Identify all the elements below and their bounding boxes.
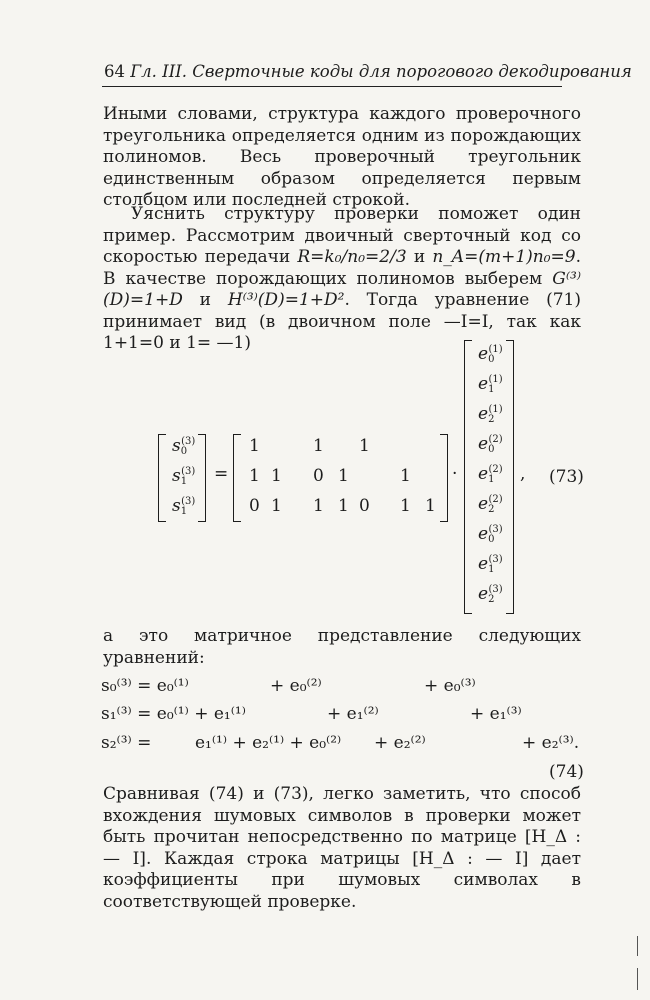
system-row-1-col-1: + e₁⁽²⁾	[327, 704, 379, 724]
matrix-cell: 1	[425, 496, 436, 516]
vector-entry: $e_2^{(1)}$	[478, 404, 503, 425]
matrix-cell: 1	[359, 436, 370, 456]
matrix-cell: 1	[313, 436, 324, 456]
paragraph-4	[103, 784, 581, 913]
p2-part2: . В качестве порождающих полиномов выберем	[103, 247, 582, 289]
running-title: Гл. III. Сверточные коды для порогового декодирования	[130, 62, 632, 81]
comma: ,	[520, 464, 526, 484]
p2-g: G⁽³⁾(D)=1+D	[103, 268, 581, 310]
vector-entry: $e_1^{(2)}$	[478, 464, 503, 485]
vector-left-bracket	[464, 340, 472, 614]
p2-mid: и	[406, 247, 433, 267]
paragraph-4-text: Сравнивая (74) и (73), легко заметить, что способ вхождения шумовых символов в проверки может быть прочитан непосредственно по матрице [H_Δ : — I]. Каждая строка матрицы [H_Δ : — I] дает коэффициенты при шумовых символах в соответствующей проверке.	[103, 784, 581, 912]
p2-part3: . Тогда уравнение (71) принимает вид (в двоичном поле —I=I, так как 1+1=0 и 1= —1)	[103, 290, 581, 353]
multiply-dot: ·	[452, 464, 458, 484]
vector-entry: $e_2^{(2)}$	[478, 494, 503, 515]
matrix-cell: 0	[249, 496, 260, 516]
matrix-right-bracket	[440, 434, 448, 522]
matrix-cell: 1	[400, 466, 411, 486]
matrix-cell: 1	[400, 496, 411, 516]
paragraph-3-text: а это матричное представление следующих уравнений:	[103, 626, 581, 668]
matrix-cell: 0	[359, 496, 370, 516]
vector-entry: $e_2^{(3)}$	[478, 584, 503, 605]
lhs-left-bracket	[158, 434, 166, 522]
vector-right-bracket	[506, 340, 514, 614]
matrix-left-bracket	[233, 434, 241, 522]
vector-entry: $e_0^{(2)}$	[478, 434, 503, 455]
vector-entry: $e_0^{(3)}$	[478, 524, 503, 545]
matrix-cell: 1	[249, 436, 260, 456]
system-row-0-col-1: + e₀⁽²⁾	[270, 676, 322, 696]
vector-entry: $e_0^{(1)}$	[478, 344, 503, 365]
vector-entry: $e_1^{(3)}$	[478, 554, 503, 575]
p2-and: и	[182, 290, 228, 310]
equation-73-number: (73)	[549, 467, 584, 487]
lhs-s1: $s_1^{(3)}$	[172, 466, 196, 487]
matrix-cell: 1	[249, 466, 260, 486]
system-row-0-col-0: s₀⁽³⁾ = e₀⁽¹⁾	[101, 676, 189, 696]
equals-sign: =	[214, 464, 229, 484]
p2-part1: Уяснить структуру проверки поможет один пример. Рассмотрим двоичный сверточный код со скоростью передачи	[103, 204, 581, 267]
scan-mark	[637, 968, 638, 990]
matrix-cell: 0	[313, 466, 324, 486]
paragraph-3	[103, 626, 581, 669]
scan-mark	[637, 936, 638, 956]
system-row-1-col-0: s₁⁽³⁾ = e₀⁽¹⁾ + e₁⁽¹⁾	[101, 704, 246, 724]
p2-h: H⁽³⁾(D)=1+D²	[227, 290, 345, 310]
system-row-0-col-2: + e₀⁽³⁾	[424, 676, 476, 696]
vector-entry: $e_1^{(1)}$	[478, 374, 503, 395]
matrix-cell: 1	[271, 496, 282, 516]
matrix-cell: 1	[338, 496, 349, 516]
p2-rate: R=k₀/n₀=2/3	[297, 247, 407, 267]
system-row-2-col-1: e₁⁽¹⁾ + e₂⁽¹⁾ + e₀⁽²⁾	[195, 733, 342, 753]
system-row-2-col-2: + e₂⁽²⁾	[374, 733, 426, 753]
matrix-cell: 1	[313, 496, 324, 516]
system-row-2-col-3: + e₂⁽³⁾.	[522, 733, 580, 753]
paragraph-1-text: Иными словами, структура каждого проверочного треугольника определяется одним из порождающих полиномов. Весь проверочный треугольник единственным образом определяется первым столбцом или последней строкой.	[103, 104, 581, 210]
matrix-cell: 1	[271, 466, 282, 486]
page-number: 64	[104, 62, 125, 81]
p2-na: n_A=(m+1)n₀=9	[432, 247, 576, 267]
matrix-cell: 1	[338, 466, 349, 486]
lhs-right-bracket	[198, 434, 206, 522]
lhs-s2: $s_1^{(3)}$	[172, 496, 196, 517]
equation-74-number: (74)	[549, 762, 584, 782]
system-row-1-col-2: + e₁⁽³⁾	[470, 704, 522, 724]
lhs-s0: $s_0^{(3)}$	[172, 436, 196, 457]
system-row-2-col-0: s₂⁽³⁾ =	[101, 733, 152, 753]
